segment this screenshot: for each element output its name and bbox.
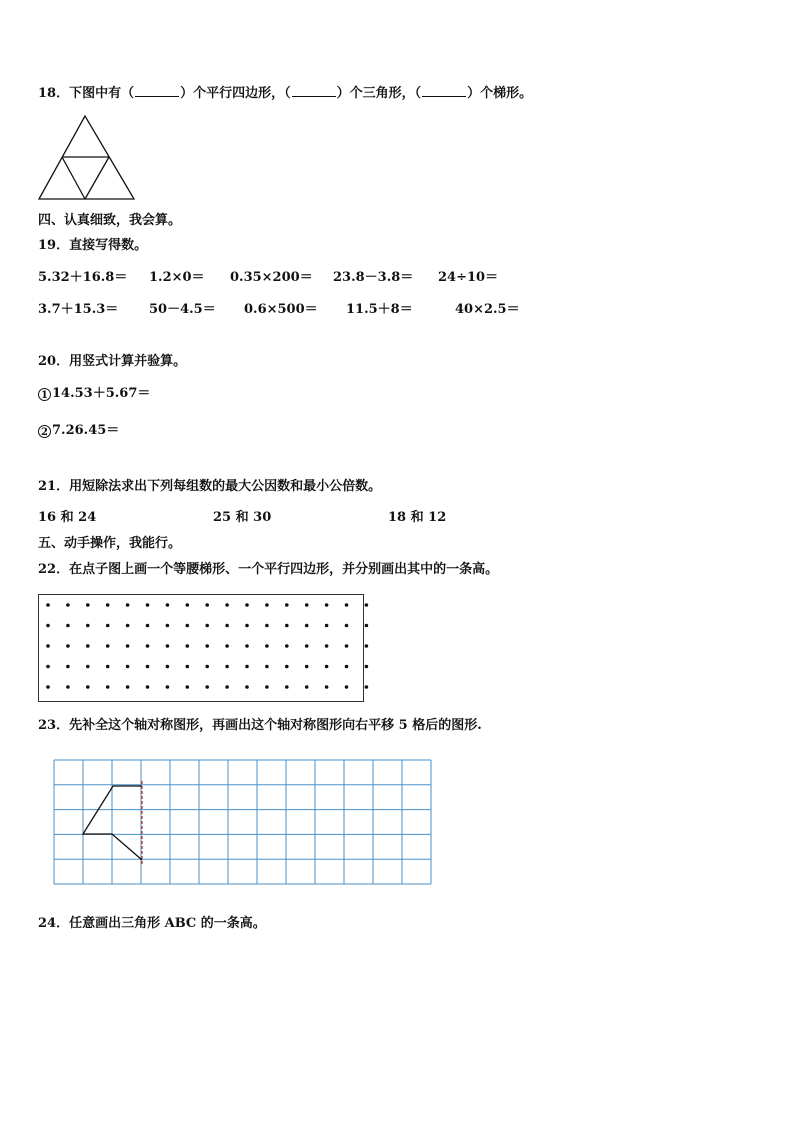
q19-r2-c2: 50－4.5＝ [149,302,216,317]
grid-dot [126,644,130,648]
grid-dot [365,685,369,689]
grid-dot [146,603,150,607]
grid-dot [305,685,309,689]
grid-dot [66,685,70,689]
grid-dot [345,685,349,689]
grid-dot [146,665,150,669]
grid-dot [365,603,369,607]
q19-r2-c3: 0.6×500＝ [244,302,318,317]
grid-dot [305,644,309,648]
question-21-title: 21．用短除法求出下列每组数的最大公因数和最小公倍数。 [38,479,382,494]
section-4-heading: 四、认真细致，我会算。 [38,213,182,228]
grid-dot [305,665,309,669]
grid-dot [86,624,90,628]
grid-dot [46,644,50,648]
grid-dot [365,644,369,648]
grid-dot [285,624,289,628]
square-grid-panel[interactable] [54,760,434,886]
grid-dot [325,624,329,628]
q19-r1-c4: 23.8－3.8＝ [333,270,414,285]
question-20-title: 20．用竖式计算并验算。 [38,354,187,369]
grid-dot [325,603,329,607]
grid-dot [66,644,70,648]
grid-dot [245,603,249,607]
q19-r1-c1: 5.32＋16.8＝ [38,270,128,285]
q19-r2-c5: 40×2.5＝ [455,302,520,317]
circled-number-2-icon: 2 [38,425,51,438]
grid-dot [265,665,269,669]
grid-dot [245,644,249,648]
q21-pair-3: 18 和 12 [388,510,447,525]
circled-number-1-icon: 1 [38,388,51,401]
q18-text-2: ）个平行四边形，（ [180,86,291,101]
grid-dot [205,603,209,607]
q20-item-1 [38,386,150,402]
grid-dot [345,603,349,607]
question-19-title: 19．直接写得数。 [38,238,148,253]
grid-dot [106,665,110,669]
grid-dot [166,644,170,648]
grid-dot [66,603,70,607]
q19-r1-c3: 0.35×200＝ [230,270,313,285]
grid-dot [46,624,50,628]
grid-dot [186,665,190,669]
grid-dot [166,624,170,628]
q19-r1-c2: 1.2×0＝ [149,270,205,285]
grid-dot [305,624,309,628]
grid-dot [205,685,209,689]
grid-dot [345,665,349,669]
grid-dot [245,685,249,689]
grid-dot [285,644,289,648]
grid-dot [225,644,229,648]
q19-r1-c5: 24÷10＝ [438,270,499,285]
q21-pair-1: 16 和 24 [38,510,97,525]
grid-dot [126,665,130,669]
q20-item-2-expr: 7.26.45＝ [52,423,120,438]
grid-dot [265,603,269,607]
grid-dot [225,624,229,628]
grid-dot [46,685,50,689]
grid-dot [245,624,249,628]
grid-dot [66,665,70,669]
q18-blank-3[interactable] [422,84,466,97]
grid-dot [325,685,329,689]
grid-dot [186,644,190,648]
section-5-heading: 五、动手操作，我能行。 [38,536,182,551]
grid-dot [86,644,90,648]
grid-dot [46,603,50,607]
grid-dot [345,644,349,648]
grid-dot [205,665,209,669]
grid-dot [365,665,369,669]
grid-dot [305,603,309,607]
grid-dot [166,665,170,669]
q18-number: 18． [38,86,70,101]
q21-pair-2: 25 和 30 [213,510,272,525]
grid-dot [245,665,249,669]
grid-dot [126,603,130,607]
question-23-title: 23．先补全这个轴对称图形，再画出这个轴对称图形向右平移 5 格后的图形. [38,718,482,733]
grid-dot [146,624,150,628]
grid-dot [205,624,209,628]
question-24-title: 24．任意画出三角形 ABC 的一条高。 [38,916,266,931]
grid-dot [225,685,229,689]
q18-blank-1[interactable] [135,84,179,97]
grid-dot [325,665,329,669]
q19-r2-c4: 11.5＋8＝ [346,302,413,317]
grid-dot [106,685,110,689]
q18-text-4: ）个梯形。 [467,86,533,101]
grid-dot [146,644,150,648]
grid-dot [265,644,269,648]
dot-grid-panel[interactable] [38,594,364,702]
grid-dot [166,603,170,607]
grid-dot [265,624,269,628]
grid-dot [66,624,70,628]
q18-text-3: ）个三角形，（ [336,86,422,101]
grid-dot [225,603,229,607]
grid-dot [365,624,369,628]
grid-dot [106,624,110,628]
grid-dot [126,685,130,689]
grid-dot [106,644,110,648]
q18-blank-2[interactable] [292,84,336,97]
q20-item-2 [38,423,119,439]
question-22-title: 22．在点子图上画一个等腰梯形、一个平行四边形，并分别画出其中的一条高。 [38,562,499,577]
grid-dot [46,665,50,669]
grid-dot [86,685,90,689]
grid-dot [106,603,110,607]
grid-dot [285,603,289,607]
grid-dot [325,644,329,648]
grid-dot [126,624,130,628]
question-18 [38,84,532,102]
q20-item-1-expr: 14.53＋5.67＝ [52,386,151,401]
grid-dot [265,685,269,689]
q19-r2-c1: 3.7＋15.3＝ [38,302,119,317]
grid-dot [186,603,190,607]
grid-dot [186,685,190,689]
grid-dot [345,624,349,628]
grid-dot [186,624,190,628]
grid-dot [86,603,90,607]
grid-dot [285,685,289,689]
grid-dot [225,665,229,669]
q18-text-1: 下图中有（ [69,86,135,101]
grid-dot [285,665,289,669]
grid-dot [86,665,90,669]
grid-dot [205,644,209,648]
triangle-figure [38,114,138,204]
grid-dot [166,685,170,689]
grid-dot [146,685,150,689]
